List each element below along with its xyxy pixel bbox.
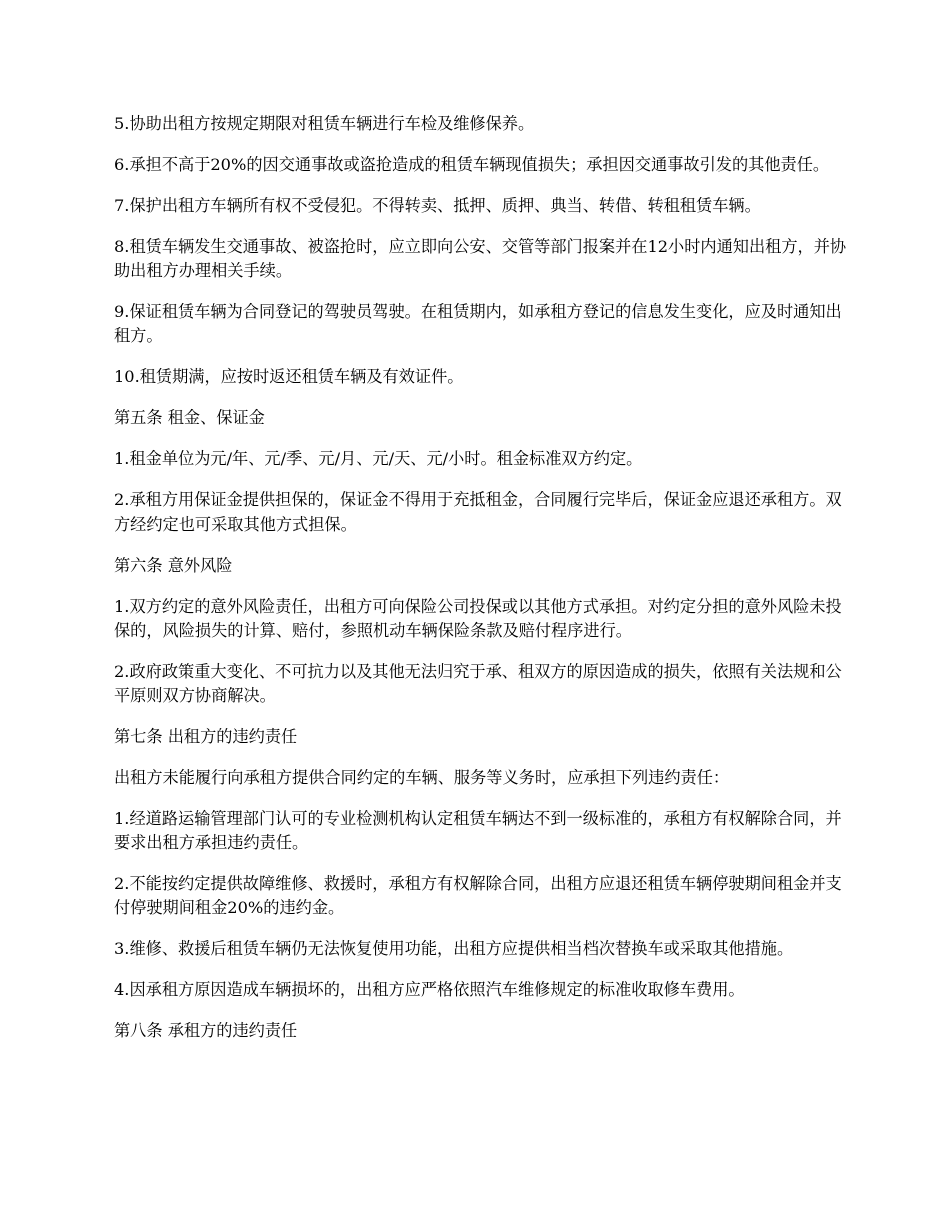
paragraph-clause-9: 9.保证租赁车辆为合同登记的驾驶员驾驶。在租赁期内，如承租方登记的信息发生变化，应及时通知出租方。 — [114, 302, 842, 346]
paragraph-lessor-liability-intro: 出租方未能履行向承租方提供合同约定的车辆、服务等义务时，应承担下列违约责任： — [114, 768, 730, 788]
paragraph-risk-insurance: 1.双方约定的意外风险责任，出租方可向保险公司投保或以其他方式承担。对约定分担的意外风险未投保的，风险损失的计算、赔付，参照机动车辆保险条款及赔付程序进行。 — [114, 596, 842, 640]
paragraph-lessor-liability-1: 1.经道路运输管理部门认可的专业检测机构认定租赁车辆达不到一级标准的，承租方有权解除合同，并要求出租方承担违约责任。 — [114, 809, 842, 853]
paragraph-clause-7: 7.保护出租方车辆所有权不受侵犯。不得转卖、抵押、质押、典当、转借、转租租赁车辆。 — [114, 196, 761, 215]
paragraph-clause-6: 6.承担不高于20%的因交通事故或盗抢造成的租赁车辆现值损失；承担因交通事故引发的其他责任。 — [114, 155, 830, 174]
paragraph-lessor-liability-4: 4.因承租方原因造成车辆损坏的，出租方应严格依照汽车维修规定的标准收取修车费用。 — [114, 980, 745, 1000]
section-heading-article-5: 第五条 租金、保证金 — [114, 408, 265, 428]
paragraph-rent-unit: 1.租金单位为元/年、元/季、元/月、元/天、元/小时。租金标准双方约定。 — [114, 449, 643, 469]
paragraph-clause-5: 5.协助出租方按规定期限对租赁车辆进行车检及维修保养。 — [114, 114, 535, 133]
paragraph-clause-8: 8.租赁车辆发生交通事故、被盗抢时，应立即向公安、交管等部门报案并在12小时内通知出租方，并协助出租方办理相关手续。 — [114, 237, 847, 281]
paragraph-clause-10: 10.租赁期满，应按时返还租赁车辆及有效证件。 — [114, 367, 464, 387]
paragraph-lessor-liability-3: 3.维修、救援后租赁车辆仍无法恢复使用功能，出租方应提供相当档次替换车或采取其他措施。 — [114, 939, 794, 959]
paragraph-force-majeure: 2.政府政策重大变化、不可抗力以及其他无法归究于承、租双方的原因造成的损失，依照有关法规和公平原则双方协商解决。 — [114, 661, 842, 706]
document-page — [114, 112, 850, 1060]
paragraph-lessor-liability-2: 2.不能按约定提供故障维修、救援时，承租方有权解除合同，出租方应退还租赁车辆停驶期间租金并支付停驶期间租金20%的违约金。 — [114, 874, 842, 918]
paragraph-deposit: 2.承租方用保证金提供担保的，保证金不得用于充抵租金，合同履行完毕后，保证金应退还承租方。双方经约定也可采取其他方式担保。 — [114, 490, 842, 534]
section-heading-article-7: 第七条 出租方的违约责任 — [114, 727, 298, 747]
section-heading-article-6: 第六条 意外风险 — [114, 555, 233, 575]
section-heading-article-8: 第八条 承租方的违约责任 — [114, 1021, 298, 1041]
